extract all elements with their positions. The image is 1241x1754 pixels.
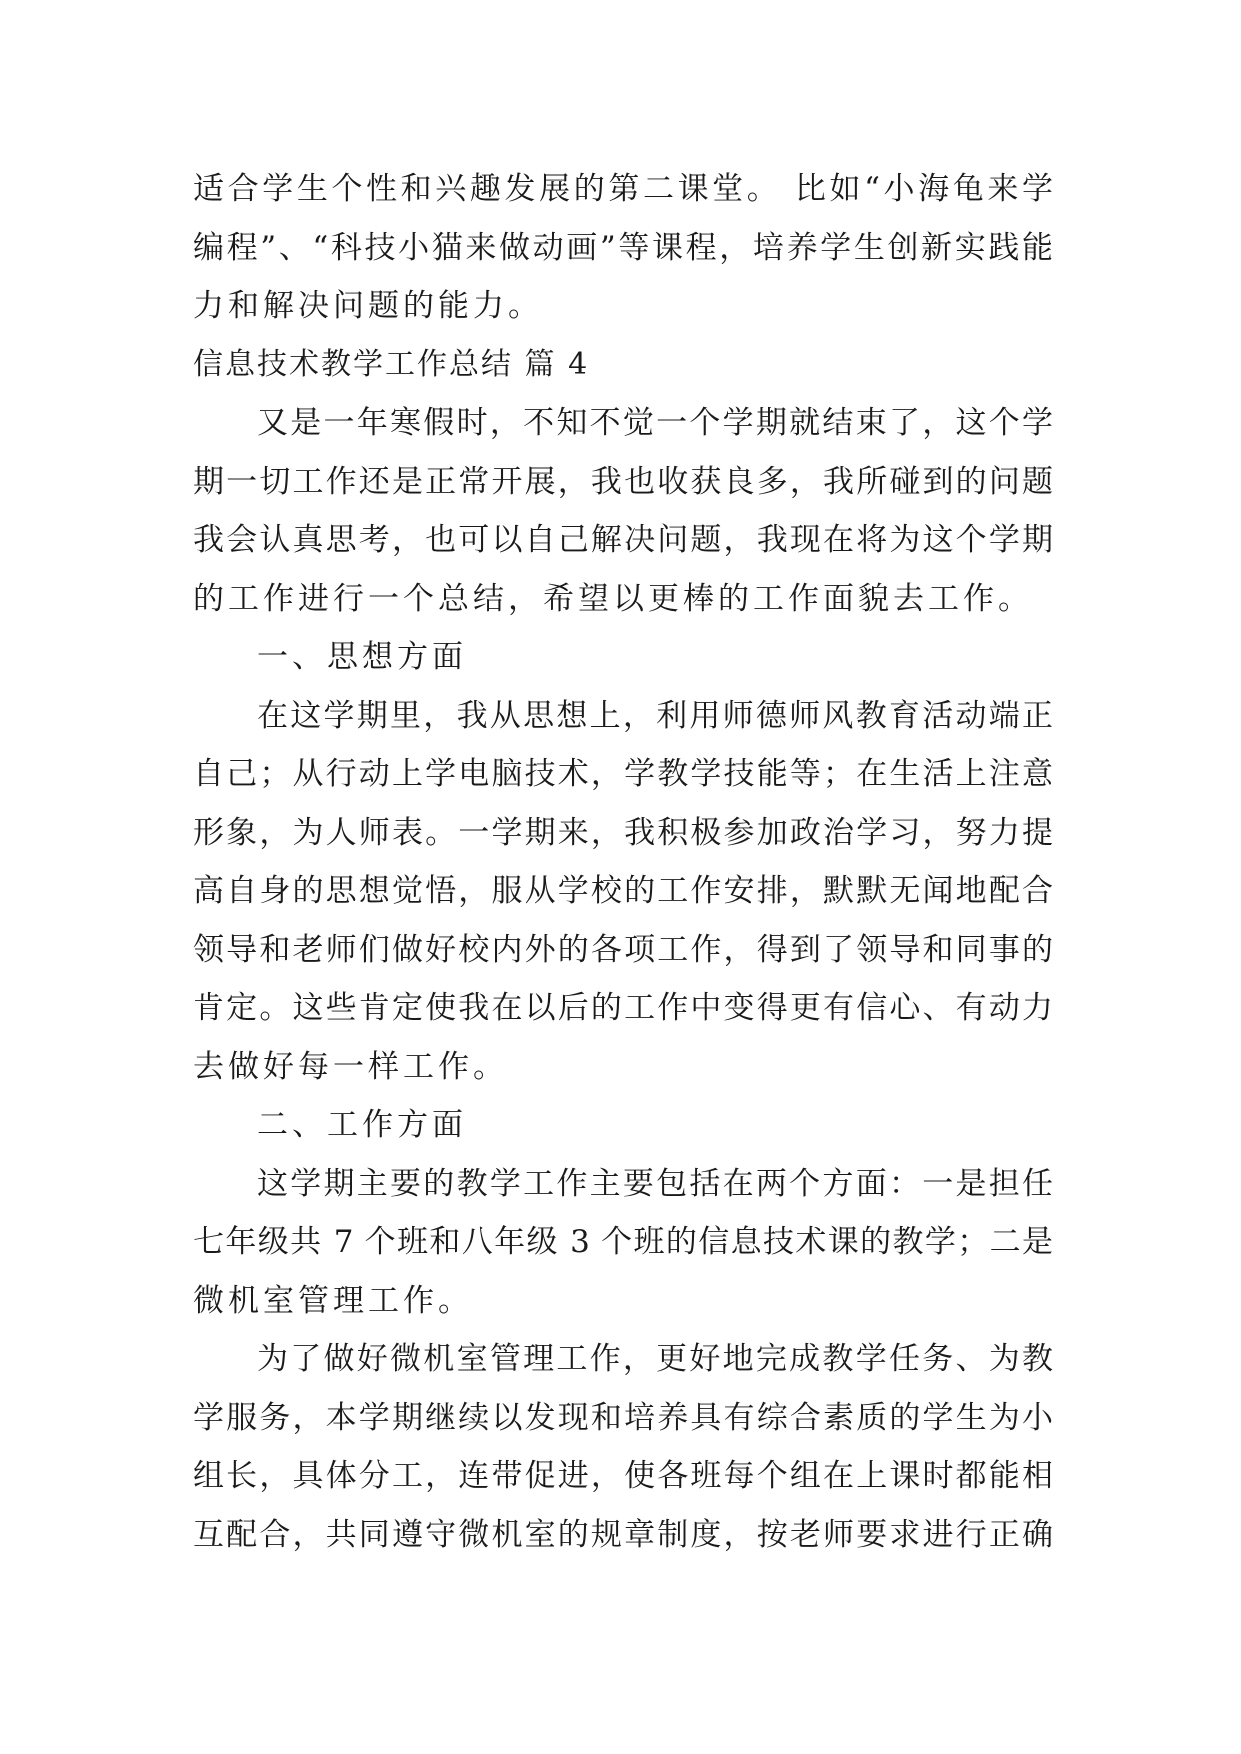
text-line: 学服务，本学期继续以发现和培养具有综合素质的学生为小 — [193, 1399, 1053, 1436]
text-line: 领导和老师们做好校内外的各项工作，得到了领导和同事的 — [193, 931, 1053, 968]
text-line: 适合学生个性和兴趣发展的第二课堂。 比如“小海龟来学 — [193, 171, 1053, 207]
text-line: 在这学期里，我从思想上，利用师德师风教育活动端正 — [257, 697, 1053, 734]
paragraph-lab — [193, 1330, 1053, 1564]
text-line: 去做好每一样工作。 — [193, 1048, 508, 1085]
text-line: 组长，具体分工，连带促进，使各班每个组在上课时都能相 — [193, 1458, 1053, 1494]
text-line: 力和解决问题的能力。 — [193, 288, 543, 324]
paragraph-work — [193, 1155, 1053, 1331]
text-line: 编程”、“科技小猫来做动画”等课程，培养学生创新实践能 — [193, 229, 1053, 266]
text-line: 七年级共 7 个班和八年级 3 个班的信息技术课的教学；二是 — [193, 1224, 1053, 1260]
text-line: 为了做好微机室管理工作，更好地完成教学任务、为教 — [257, 1341, 1053, 1377]
text-line: 形象，为人师表。一学期来，我积极参加政治学习，努力提 — [193, 814, 1053, 851]
section-heading: 二、工作方面 — [257, 1107, 467, 1143]
text-line: 的工作进行一个总结，希望以更棒的工作面貌去工作。 — [193, 580, 1033, 617]
paragraph-thought — [193, 687, 1053, 1097]
text-line: 微机室管理工作。 — [193, 1282, 473, 1319]
text-line: 这学期主要的教学工作主要包括在两个方面：一是担任 — [257, 1165, 1053, 1202]
section-title — [193, 336, 1053, 395]
text-line: 又是一年寒假时，不知不觉一个学期就结束了，这个学 — [257, 405, 1053, 441]
text-line: 高自身的思想觉悟，服从学校的工作安排，默默无闻地配合 — [193, 873, 1053, 909]
paragraph-intro-tail — [193, 160, 1053, 336]
text-line: 我会认真思考，也可以自己解决问题，我现在将为这个学期 — [193, 522, 1053, 558]
article-title: 信息技术教学工作总结 篇 4 — [193, 346, 590, 382]
text-line: 肯定。这些肯定使我在以后的工作中变得更有信心、有动力 — [193, 990, 1053, 1026]
section-heading: 一、思想方面 — [257, 639, 467, 675]
text-line: 期一切工作还是正常开展，我也收获良多，我所碰到的问题 — [193, 463, 1053, 500]
document-body — [193, 160, 1053, 1564]
text-line: 互配合，共同遵守微机室的规章制度，按老师要求进行正确 — [193, 1516, 1053, 1553]
text-line: 自己；从行动上学电脑技术，学教学技能等；在生活上注意 — [193, 756, 1053, 792]
section-2 — [193, 1096, 1053, 1155]
section-1 — [193, 628, 1053, 687]
paragraph-opening — [193, 394, 1053, 628]
